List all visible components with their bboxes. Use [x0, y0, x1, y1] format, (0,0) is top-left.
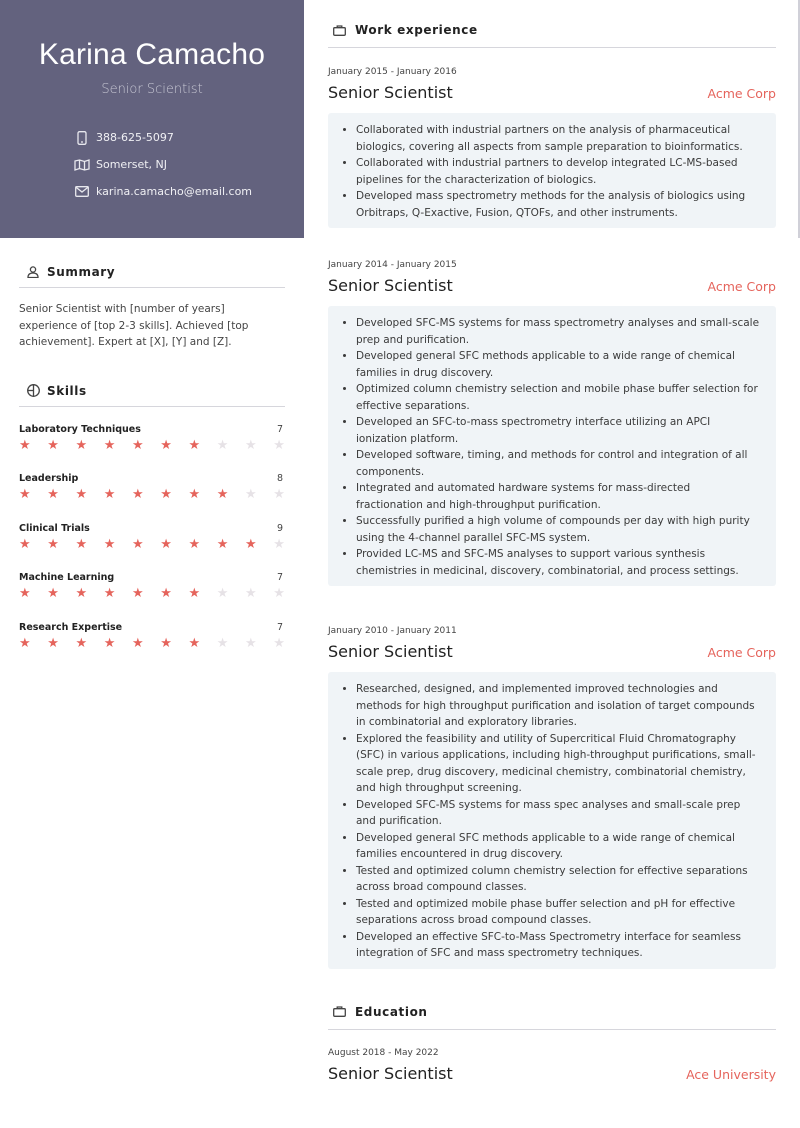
- job-bullets: [328, 306, 776, 586]
- degree-title: Senior Scientist: [328, 1063, 453, 1083]
- bullet-item: • Developed general SFC methods applicable to a wide range of chemical families in drug discovery.: [356, 348, 760, 381]
- star-icon: ★: [160, 635, 172, 651]
- star-icon: ★: [216, 536, 229, 552]
- star-icon: ★: [132, 536, 144, 552]
- bullet-item: • Developed an effective SFC-to-Mass Spectrometry interface for seamless integration of SFC and mass spectrometry techniques.: [356, 929, 760, 962]
- star-icon: ★: [103, 437, 116, 453]
- star-icon: ★: [19, 437, 31, 453]
- star-icon: ★: [188, 487, 201, 502]
- skill-item: [19, 622, 285, 672]
- person-icon: [19, 266, 47, 278]
- star-icon: ★: [188, 635, 201, 651]
- contact-location: [70, 151, 252, 178]
- skill-name: Machine Learning: [19, 572, 115, 583]
- education-entry: [328, 1048, 776, 1083]
- star-icon: ★: [245, 487, 257, 502]
- bullet-item: • Successfully purified a high volume of compounds per day with high purity using the 4-channel parallel SFC-MS system.: [356, 513, 760, 546]
- star-icon: ★: [132, 635, 144, 651]
- star-icon: ★: [273, 437, 285, 453]
- skill-rating: [19, 439, 285, 453]
- profile-header: [0, 0, 304, 238]
- star-icon: ★: [47, 586, 59, 601]
- star-icon: ★: [19, 536, 31, 552]
- star-icon: ★: [245, 635, 257, 651]
- skills-list: [19, 424, 285, 672]
- bullet-item: • Tested and optimized column chemistry selection for effective separations across broad compound classes.: [356, 863, 760, 896]
- star-icon: ★: [245, 536, 257, 552]
- bullet-item: • Integrated and automated hardware systems for mass-directed fractionation and high-throughput purification.: [356, 480, 760, 513]
- bullet-item: • Developed software, timing, and methods for control and integration of all components.: [356, 447, 760, 480]
- job-company: Acme Corp: [707, 279, 776, 294]
- job-bullets: [328, 113, 776, 228]
- skill-item: [19, 572, 285, 622]
- bullet-item: • Developed SFC-MS systems for mass spectrometry analyses and small-scale prep and purification.: [356, 315, 760, 348]
- contact-email: [70, 178, 252, 205]
- star-icon: ★: [273, 487, 285, 502]
- star-icon: ★: [132, 586, 144, 601]
- star-icon: ★: [188, 536, 201, 552]
- left-column: [19, 238, 285, 671]
- star-icon: ★: [216, 586, 229, 601]
- briefcase-icon: [333, 1006, 355, 1017]
- star-icon: ★: [75, 487, 88, 502]
- star-icon: ★: [132, 437, 144, 453]
- education-heading: [328, 1005, 776, 1030]
- job-title: Senior Scientist: [328, 83, 453, 102]
- skill-rating: [19, 637, 285, 651]
- job-company: Acme Corp: [707, 86, 776, 101]
- star-icon: ★: [47, 437, 59, 453]
- contact-phone: [70, 124, 252, 151]
- star-icon: ★: [75, 437, 88, 453]
- star-icon: ★: [273, 536, 285, 552]
- skill-name: Laboratory Techniques: [19, 423, 141, 435]
- bullet-item: • Researched, designed, and implemented improved technologies and methods for high throughput purification and isolation of target compounds in combinatorial and exploratory libraries.: [356, 681, 760, 731]
- email-text: karina.camacho@email.com: [96, 185, 253, 198]
- star-icon: ★: [103, 487, 116, 502]
- star-icon: ★: [75, 536, 88, 552]
- star-icon: ★: [245, 586, 257, 601]
- star-icon: ★: [188, 437, 201, 453]
- candidate-name: Karina Camacho: [38, 38, 266, 71]
- job-company: Acme Corp: [707, 645, 776, 660]
- skill-item: [19, 523, 285, 573]
- skill-level: 9: [276, 522, 283, 534]
- briefcase-icon: [333, 25, 355, 36]
- star-icon: ★: [75, 635, 88, 651]
- star-icon: ★: [103, 635, 116, 651]
- star-icon: ★: [103, 586, 116, 601]
- bullet-item: • Provided LC-MS and SFC-MS analyses to support various synthesis chemistries in medicinal, discovery, combinatorial, and process settings.: [356, 546, 760, 579]
- job-dates: January 2014 - January 2015: [328, 260, 457, 270]
- skill-level: 7: [276, 572, 283, 583]
- compass-icon: [19, 384, 47, 397]
- phone-text: 388-625-5097: [96, 131, 174, 144]
- work-heading: [328, 23, 776, 48]
- contact-list: [70, 124, 252, 205]
- job-entry: [328, 626, 776, 969]
- bullet-item: • Optimized column chemistry selection and mobile phase buffer selection for effective separations.: [356, 381, 760, 414]
- map-icon: [70, 159, 94, 171]
- skill-item: [19, 424, 285, 474]
- work-title: Work experience: [355, 23, 478, 37]
- bullet-item: • Developed SFC-MS systems for mass spec analyses and small-scale prep and purification.: [356, 797, 760, 830]
- star-icon: ★: [160, 536, 172, 552]
- job-title: Senior Scientist: [328, 276, 453, 295]
- skill-rating: [19, 488, 285, 502]
- job-dates: January 2015 - January 2016: [328, 67, 457, 77]
- bullet-item: • Developed mass spectrometry methods for the analysis of biologics using Orbitraps, Q-Exactive, Fusion, QTOFs, and other instruments.: [356, 188, 760, 221]
- star-icon: ★: [160, 437, 172, 453]
- job-entry: [328, 260, 776, 586]
- job-bullets: [328, 672, 776, 969]
- skill-level: 8: [276, 473, 283, 484]
- bullet-item: • Developed an SFC-to-mass spectrometry interface utilizing an APCI ionization platform.: [356, 414, 760, 447]
- star-icon: ★: [19, 635, 31, 651]
- star-icon: ★: [75, 586, 88, 601]
- school-name: Ace University: [686, 1066, 776, 1082]
- skill-item: [19, 473, 285, 523]
- candidate-title: Senior Scientist: [101, 82, 203, 97]
- star-icon: ★: [160, 586, 172, 601]
- envelope-icon: [70, 186, 94, 197]
- star-icon: ★: [273, 635, 285, 651]
- star-icon: ★: [103, 536, 116, 552]
- skill-name: Research Expertise: [19, 621, 123, 633]
- star-icon: ★: [19, 586, 31, 601]
- star-icon: ★: [47, 487, 59, 502]
- skill-level: 7: [276, 423, 283, 435]
- bullet-item: • Collaborated with industrial partners on the analysis of pharmaceutical biologics, covering all aspects from sample preparation to bioinformatics.: [356, 122, 760, 155]
- location-text: Somerset, NJ: [96, 158, 167, 171]
- star-icon: ★: [47, 536, 59, 552]
- star-icon: ★: [47, 635, 59, 651]
- job-title: Senior Scientist: [328, 642, 453, 661]
- star-icon: ★: [188, 586, 201, 601]
- star-icon: ★: [216, 635, 229, 651]
- skill-name: Leadership: [19, 473, 79, 484]
- bullet-item: • Collaborated with industrial partners to develop integrated LC-MS-based pipelines for the characterization of biologics.: [356, 155, 760, 188]
- skills-heading: [19, 384, 285, 407]
- skill-rating: [19, 538, 285, 552]
- star-icon: ★: [273, 586, 285, 601]
- bullet-item: • Developed general SFC methods applicable to a wide range of chemical families encountered in drug discovery.: [356, 830, 760, 863]
- star-icon: ★: [216, 437, 229, 453]
- summary-title: Summary: [47, 265, 116, 279]
- job-entry: [328, 67, 776, 228]
- phone-icon: [70, 131, 94, 145]
- skills-title: Skills: [47, 383, 87, 398]
- bullet-item: • Tested and optimized mobile phase buffer selection and pH for effective separations across broad compound classes.: [356, 896, 760, 929]
- bullet-item: • Explored the feasibility and utility of Supercritical Fluid Chromatography (SFC) in various applications, including high-throughput purifications, small-scale prep, drug discovery, medicinal chemistry, combinatorial chemistry, and high throughput screening.: [356, 731, 760, 797]
- skill-name: Clinical Trials: [19, 522, 90, 534]
- right-column: [328, 0, 776, 1083]
- summary-heading: [19, 265, 285, 288]
- star-icon: ★: [216, 487, 229, 502]
- education-title: Education: [355, 1004, 428, 1019]
- star-icon: ★: [19, 487, 31, 502]
- star-icon: ★: [160, 487, 172, 502]
- skill-level: 7: [276, 621, 283, 633]
- summary-text: Senior Scientist with [number of years] experience of [top 2-3 skills]. Achieved [top achievement]. Expert at [X], [Y] and [Z].: [19, 303, 249, 348]
- star-icon: ★: [245, 437, 257, 453]
- job-dates: January 2010 - January 2011: [328, 626, 457, 636]
- education-dates: August 2018 - May 2022: [328, 1047, 439, 1058]
- skill-rating: [19, 587, 285, 601]
- star-icon: ★: [132, 487, 144, 502]
